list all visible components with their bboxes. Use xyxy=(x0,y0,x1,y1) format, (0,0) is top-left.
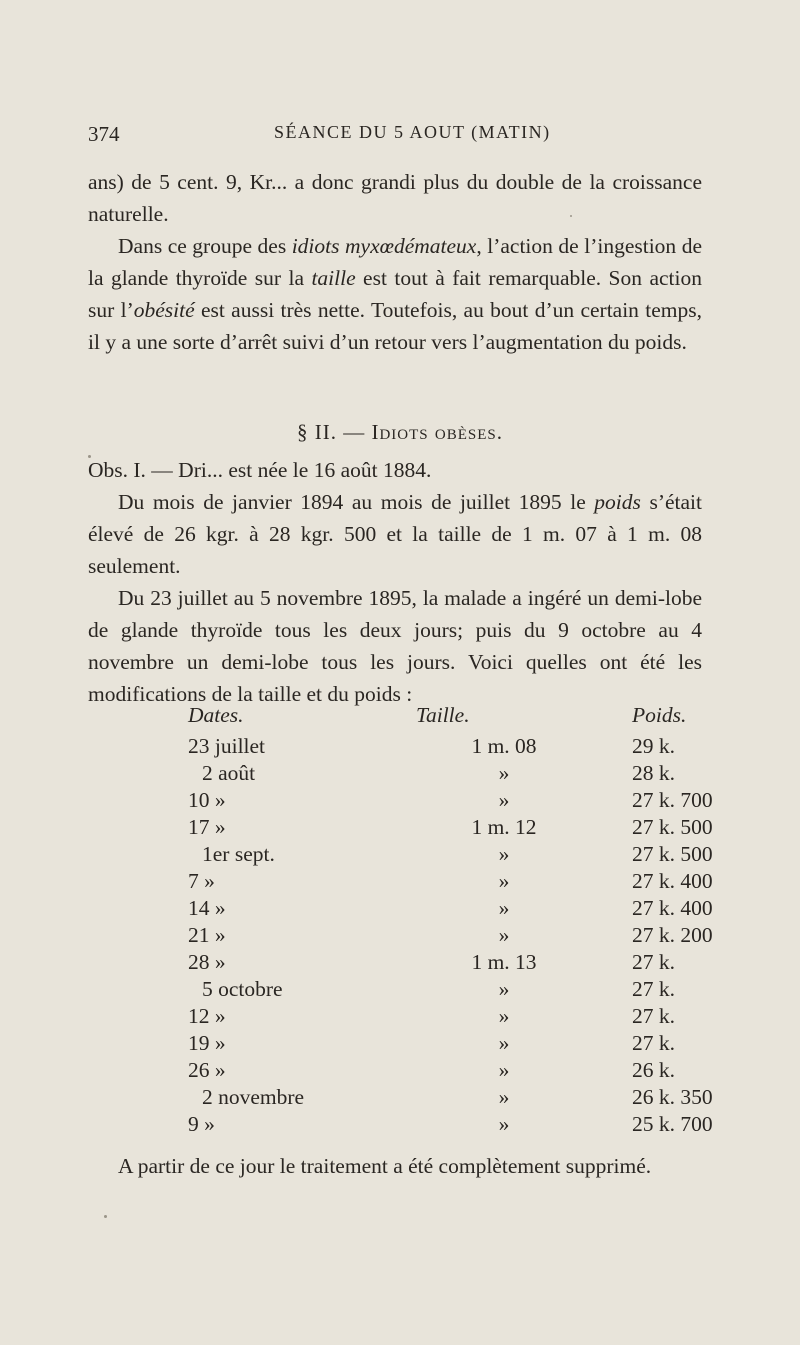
cell-date: 19 » xyxy=(188,1031,226,1055)
closing-paragraph xyxy=(88,1150,702,1182)
paragraph-continuation xyxy=(88,166,702,230)
cell-poids: 26 k. xyxy=(632,1058,675,1082)
observation-title: Obs. I. — Dri... est née le 16 août 1884. xyxy=(88,458,432,482)
table-row xyxy=(150,815,762,842)
table-row xyxy=(150,788,762,815)
paper-speck xyxy=(104,1215,107,1218)
page-header xyxy=(88,122,708,152)
paper-speck xyxy=(570,215,572,217)
table-header-row xyxy=(150,696,762,734)
text-run: est tout à fait remarquable. Son action sur l’ xyxy=(88,266,702,322)
table-row xyxy=(150,734,762,761)
cell-poids: 27 k. xyxy=(632,1031,675,1055)
section-heading xyxy=(0,420,800,445)
cell-taille: 1 m. 08 xyxy=(471,734,537,758)
text-run: Dans ce groupe des xyxy=(118,234,292,258)
cell-poids: 27 k. 400 xyxy=(632,896,713,920)
text-run: , l’action de l’ingestion de la glande thyroïde sur la xyxy=(88,234,702,290)
paragraph-text: Du 23 juillet au 5 novembre 1895, la malade a ingéré un demi-lobe de glande thyroïde tous les deux jours; puis du 9 octobre au 4 novembre un demi-lobe tous les jours. Voici quelles ont été les modifications de la taille et du poids : xyxy=(88,586,702,706)
paper-speck xyxy=(88,455,91,458)
table-row xyxy=(150,1058,762,1085)
section-title: Idiots obèses. xyxy=(371,420,503,444)
cell-poids: 27 k. 700 xyxy=(632,788,713,812)
italic-term: poids xyxy=(594,490,641,514)
cell-date: 26 » xyxy=(188,1058,226,1082)
cell-taille: » xyxy=(498,761,510,785)
table-row xyxy=(150,842,762,869)
page-number: 374 xyxy=(88,122,120,146)
cell-date: 5 octobre xyxy=(202,977,283,1001)
running-title: SÉANCE DU 5 AOUT (MATIN) xyxy=(274,122,551,142)
column-header-poids: Poids. xyxy=(632,702,687,727)
table-row xyxy=(150,950,762,977)
cell-taille: » xyxy=(498,1058,510,1082)
cell-date: 17 » xyxy=(188,815,226,839)
cell-taille: » xyxy=(498,869,510,893)
column-header-dates: Dates. xyxy=(188,702,244,727)
cell-poids: 27 k. xyxy=(632,977,675,1001)
observation-block xyxy=(88,454,702,710)
text-run: est aussi très nette. Toutefois, au bout d’un certain temps, il y a une sorte d’arrêt suivi d’un retour vers l’augmentation du poids. xyxy=(88,298,702,354)
cell-date: 10 » xyxy=(188,788,226,812)
table-row xyxy=(150,896,762,923)
cell-taille: 1 m. 13 xyxy=(471,950,537,974)
table-row xyxy=(150,869,762,896)
table-row xyxy=(150,1031,762,1058)
cell-taille: » xyxy=(498,1004,510,1028)
cell-date: 2 novembre xyxy=(202,1085,305,1109)
cell-taille: » xyxy=(498,923,510,947)
cell-date: 23 juillet xyxy=(188,734,266,758)
paragraph-text: A partir de ce jour le traitement a été complètement supprimé. xyxy=(118,1154,652,1178)
cell-poids: 27 k. 500 xyxy=(632,815,713,839)
cell-poids: 27 k. xyxy=(632,1004,675,1028)
cell-poids: 25 k. 700 xyxy=(632,1112,713,1136)
cell-taille: » xyxy=(498,788,510,812)
table-row xyxy=(150,761,762,788)
measurement-table xyxy=(150,696,762,1139)
table-row xyxy=(150,1112,762,1139)
cell-poids: 29 k. xyxy=(632,734,675,758)
cell-poids: 27 k. xyxy=(632,950,675,974)
cell-poids: 27 k. 200 xyxy=(632,923,713,947)
table-row xyxy=(150,977,762,1004)
cell-taille: » xyxy=(498,1031,510,1055)
cell-date: 2 août xyxy=(202,761,256,785)
paragraph-text: ans) de 5 cent. 9, Kr... a donc grandi plus du double de la croissance naturelle. xyxy=(88,170,702,226)
text-run: Du mois de janvier 1894 au mois de juillet 1895 le xyxy=(118,490,595,514)
cell-date: 12 » xyxy=(188,1004,226,1028)
cell-poids: 27 k. 500 xyxy=(632,842,713,866)
italic-term: taille xyxy=(311,266,356,290)
italic-term: idiots myxœdémateux xyxy=(291,234,477,258)
cell-taille: » xyxy=(498,1085,510,1109)
cell-taille: » xyxy=(498,1112,510,1136)
cell-poids: 28 k. xyxy=(632,761,675,785)
text-run: s’était élevé de 26 kgr. à 28 kgr. 500 et la taille de 1 m. 07 à 1 m. 08 seulement. xyxy=(88,490,702,578)
cell-taille: » xyxy=(498,842,510,866)
paragraph-myxoedema xyxy=(88,230,702,358)
cell-date: 21 » xyxy=(188,923,226,947)
italic-term: obésité xyxy=(133,298,195,322)
column-header-taille: Taille. xyxy=(416,702,470,727)
table-row xyxy=(150,1085,762,1112)
paragraph-text xyxy=(88,230,702,358)
paragraph-text xyxy=(88,486,702,582)
section-number: § II. — xyxy=(296,420,372,444)
table-row xyxy=(150,923,762,950)
cell-taille: » xyxy=(498,977,510,1001)
cell-date: 28 » xyxy=(188,950,226,974)
cell-date: 1er sept. xyxy=(202,842,275,866)
cell-taille: » xyxy=(498,896,510,920)
cell-date: 7 » xyxy=(188,869,215,893)
cell-date: 9 » xyxy=(188,1112,215,1136)
cell-poids: 27 k. 400 xyxy=(632,869,713,893)
cell-poids: 26 k. 350 xyxy=(632,1085,713,1109)
cell-taille: 1 m. 12 xyxy=(471,815,537,839)
table-row xyxy=(150,1004,762,1031)
cell-date: 14 » xyxy=(188,896,226,920)
